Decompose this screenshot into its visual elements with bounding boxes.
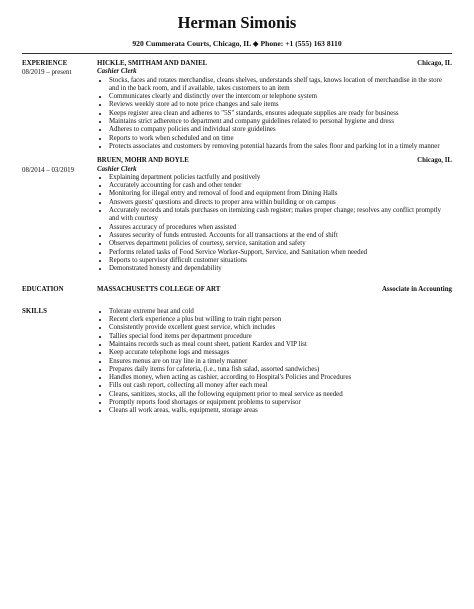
header-divider	[22, 53, 452, 54]
list-item: • Prepares daily items for cafeteria, (i.e., tuna fish salad, assorted sandwiches)	[109, 366, 452, 374]
list-item: • Consistently provide excellent guest service, which includes	[109, 324, 452, 332]
list-item: • Promptly reports food shortages or equipment problems to supervisor	[109, 399, 452, 407]
list-item: • Monitoring for illegal entry and removal of food and equipment from Dining Halls	[109, 190, 452, 198]
job-1	[97, 60, 452, 151]
list-item: • Answers guests' questions and directs to proper area within building or on campus	[109, 199, 452, 207]
list-item: • Protects associates and customers by removing potential hazards from the sales floor and parking lot in a timely manner	[109, 143, 452, 151]
list-item: • Reports to supervisor difficult customer situations	[109, 257, 452, 265]
candidate-name: Herman Simonis	[177, 13, 297, 32]
experience-left-column	[22, 60, 97, 151]
list-item: • Ensures menus are on tray line in a timely manner	[109, 358, 452, 366]
list-item: • Recent clerk experience a plus but willing to train right person	[109, 316, 452, 324]
job-1-bullets	[97, 77, 452, 152]
list-item: • Accurately records and totals purchases on itemizing cash register; makes proper change; resolves any conflict promptly and with courtesy	[109, 207, 452, 224]
job-2-bullets	[97, 174, 452, 274]
list-item: • Keeps register area clean and adheres to "5S" standards, ensures adequate supplies are ready for business	[109, 110, 452, 118]
list-item: • Performs related tasks of Food Service Worker-Support, Service, and Sanitation when needed	[109, 249, 452, 257]
degree-name: Associate in Accounting	[381, 286, 452, 294]
school-name: MASSACHUSETTS COLLEGE OF ART	[97, 286, 221, 294]
experience-heading: EXPERIENCE	[22, 60, 68, 67]
job-1-role: Cashier Clerk	[97, 68, 137, 76]
job-1-dates: 08/2019 – present	[22, 69, 72, 77]
skills-section	[22, 308, 452, 416]
list-item: • Accurately accounting for cash and other tender	[109, 182, 452, 190]
list-item: • Maintains strict adherence to department and company guidelines related to personal hygiene and dress	[109, 118, 452, 126]
job-2-role: Cashier Clerk	[97, 165, 137, 173]
education-heading: EDUCATION	[22, 286, 64, 294]
list-item: • Fills out cash report, collecting all money after each meal	[109, 382, 452, 390]
job-1-company: HICKLE, SMITHAM AND DANIEL	[97, 60, 208, 67]
list-item: • Maintains records such as meal count sheet, patient Kardex and VIP list	[109, 341, 452, 349]
experience-section	[22, 60, 452, 151]
list-item: • Communicates clearly and distinctly over the intercom or telephone system	[109, 93, 452, 101]
job-2-company: BRUEN, MOHR AND BOYLE	[97, 157, 189, 165]
education-entry	[97, 286, 452, 294]
list-item: • Explaining department policies tactfully and positively	[109, 174, 452, 182]
skills-left-column	[22, 308, 97, 416]
list-item: • Reports to work when scheduled and on time	[109, 135, 452, 143]
list-item: • Handles money, when acting as cashier, according to Hospital's Policies and Procedures	[109, 374, 452, 382]
skills-heading: SKILLS	[22, 307, 47, 315]
education-left-column	[22, 286, 97, 294]
contact-line: 920 Cummerata Courts, Chicago, IL ◆ Phone: +1 (555) 163 8110	[132, 39, 342, 48]
job-2	[97, 157, 452, 273]
list-item: • Demonstrated honesty and dependability	[109, 265, 452, 273]
education-section	[22, 286, 452, 294]
list-item: • Stocks, faces and rotates merchandise, cleans shelves, understands shelf tags, knows location of merchandise in the store and in the back room, and if available, takes customers to an item	[109, 77, 452, 94]
list-item: • Tolerate extreme heat and cold	[109, 308, 452, 316]
job-1-header	[97, 60, 452, 68]
job-2-section	[22, 157, 452, 273]
list-item: • Assures security of funds entrusted. Accounts for all transactions at the end of shift	[109, 232, 452, 240]
list-item: • Tallies special food items per department procedure	[109, 333, 452, 341]
job-1-location: Chicago, IL	[417, 60, 452, 67]
list-item: • Cleans all work areas, walls, equipment, storage areas	[109, 407, 452, 415]
job-2-left-column	[22, 157, 97, 273]
list-item: • Adheres to company policies and individual store guidelines	[109, 126, 452, 134]
education-header	[97, 286, 452, 294]
job-2-location: Chicago, IL	[417, 157, 452, 165]
job-2-dates: 08/2014 – 03/2019	[22, 166, 75, 174]
list-item: • Keep accurate telephone logs and messages	[109, 349, 452, 357]
skills-list-container	[97, 308, 452, 416]
list-item: • Observes department policies of courtesy, service, sanitation and safety	[109, 240, 452, 248]
job-2-header	[97, 157, 452, 165]
list-item: • Assures accuracy of procedures when assisted	[109, 224, 452, 232]
list-item: • Cleans, sanitizes, stocks, all the following equipment prior to meal service as needed	[109, 391, 452, 399]
list-item: • Reviews weekly store ad to note price changes and sale items	[109, 101, 452, 109]
skills-list	[97, 308, 452, 416]
